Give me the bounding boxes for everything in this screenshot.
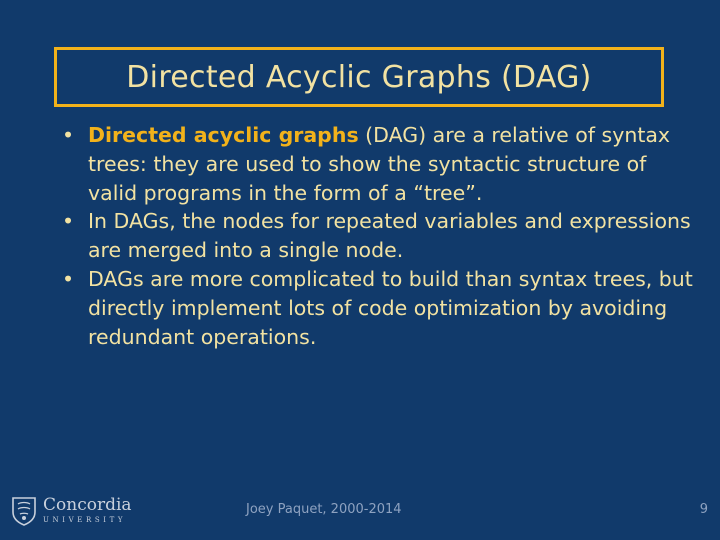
bullet-list — [56, 121, 696, 351]
logo-subtitle: UNIVERSITY — [43, 516, 127, 524]
bullet-text: In DAGs, the nodes for repeated variables and expressions are merged into a single node. — [88, 209, 691, 263]
university-logo — [11, 496, 131, 528]
bullet-bold-text: Directed acyclic graphs — [88, 123, 359, 147]
bullet-marker: • — [61, 209, 75, 234]
footer-text: Joey Paquet, 2000-2014 — [246, 502, 402, 517]
bullet-marker: • — [61, 123, 75, 147]
bullet-item — [56, 207, 696, 265]
concordia-crest-icon — [11, 496, 37, 526]
bullet-item — [56, 121, 696, 207]
bullet-text: (DAG) are a relative of syntax trees: they are used to show the syntactic structure of valid programs in the form of a “tree”. — [88, 123, 671, 205]
slide-title: Directed Acyclic Graphs (DAG) — [126, 59, 592, 95]
bullet-marker: • — [61, 266, 75, 291]
logo-name: Concordia — [43, 495, 132, 515]
bullet-item — [56, 265, 696, 351]
page-number: 9 — [699, 502, 708, 517]
title-box — [54, 47, 664, 107]
bullet-text: DAGs are more complicated to build than syntax trees, but directly implement lots of code optimization by avoiding redundant operations. — [88, 266, 693, 349]
